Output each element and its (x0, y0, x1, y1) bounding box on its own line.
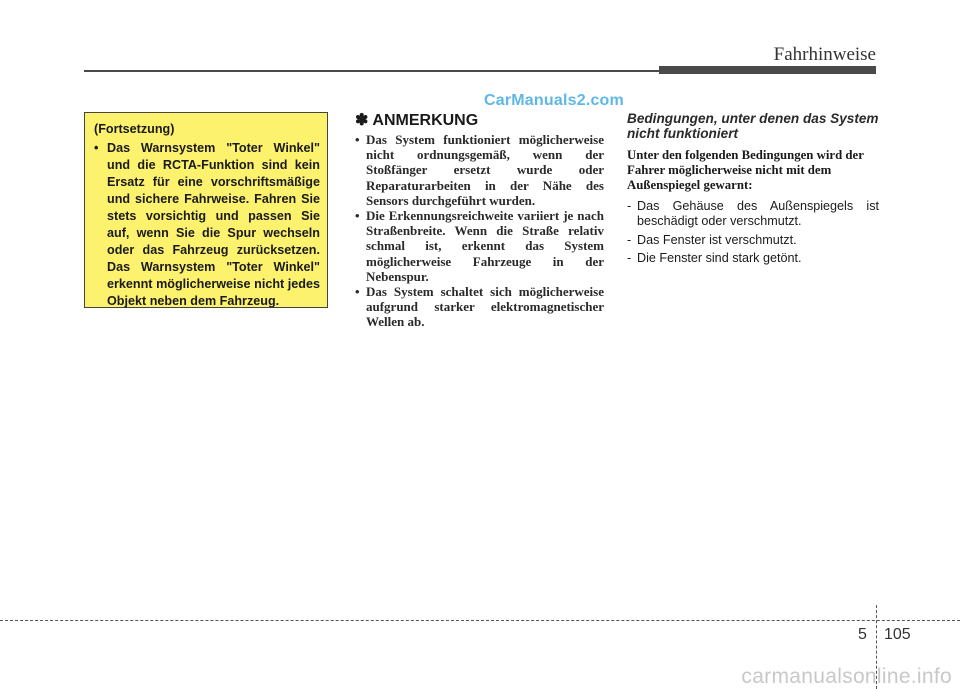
note-item-text: Das System schaltet sich möglicherweise aufgrund starker elektromagnetischer Wellen ab. (366, 284, 604, 330)
section-title: Fahrhinweise (773, 44, 876, 65)
note-heading-text: ANMERKUNG (372, 112, 479, 129)
dash-icon: - (627, 198, 632, 213)
warning-item-text: Das Warnsystem "Toter Winkel" und die RCTA-Funktion sind kein Ersatz für eine vorschriftsmäßige und sichere Fahrweise. Fahren Sie stets vorsichtig und passen Sie auf, wenn Sie die Spur wechseln oder das Fahrzeug zurücksetzen. Das Warnsystem "Toter Winkel" erkennt möglicherweise nicht jedes Objekt neben dem Fahrzeug. (107, 141, 320, 308)
note-section (355, 112, 604, 330)
footer-rule (0, 620, 960, 621)
dash-icon: - (627, 232, 632, 247)
note-item-text: Das System funktioniert möglicherweise nicht ordnungsgemäß, wenn der Stoßfänger ersetzt wurde oder Reparaturarbeiten in der Nähe des Sensors durchgeführt wurden. (366, 132, 604, 208)
warning-item (94, 140, 320, 310)
note-item-text: Die Erkennungsreichweite variiert je nach Straßenbreite. Wenn die Straße relativ schmal ist, erkennt das System möglicherweise Fahrzeuge in der Nebenspur. (366, 208, 604, 284)
list-item (627, 251, 879, 267)
header-rule (84, 70, 664, 72)
dash-icon: - (627, 251, 632, 266)
bullet-icon: • (94, 141, 99, 155)
condition-item-text: Das Gehäuse des Außenspiegels ist beschädigt oder verschmutzt. (637, 198, 879, 229)
chapter-number: 5 (858, 626, 867, 643)
header-rule-accent (659, 66, 876, 74)
note-heading (355, 112, 604, 130)
conditions-intro: Unter den folgenden Bedingungen wird der Fahrer möglicherweise nicht mit dem Außenspiegel gewarnt: (627, 148, 864, 193)
bullet-icon: • (355, 132, 360, 147)
warning-box (84, 112, 328, 308)
bullet-icon: • (355, 284, 360, 300)
page-number: 105 (884, 626, 911, 643)
warning-continuation: (Fortsetzung) (94, 122, 175, 136)
conditions-heading: Bedingungen, unter denen das System nicht funktioniert (627, 111, 879, 141)
list-item (627, 233, 879, 249)
note-list (355, 132, 604, 330)
note-star-icon: ✽ (355, 112, 369, 129)
watermark-top[interactable]: CarManuals2.com (484, 92, 624, 109)
watermark-bottom[interactable]: carmanualsonline.info (741, 665, 952, 688)
conditions-section (627, 112, 879, 270)
list-item (355, 208, 604, 284)
condition-item-text: Das Fenster ist verschmutzt. (637, 232, 797, 247)
condition-item-text: Die Fenster sind stark getönt. (637, 251, 802, 266)
list-item (627, 199, 879, 230)
bullet-icon: • (355, 208, 360, 224)
list-item (355, 284, 604, 330)
list-item (355, 132, 604, 208)
